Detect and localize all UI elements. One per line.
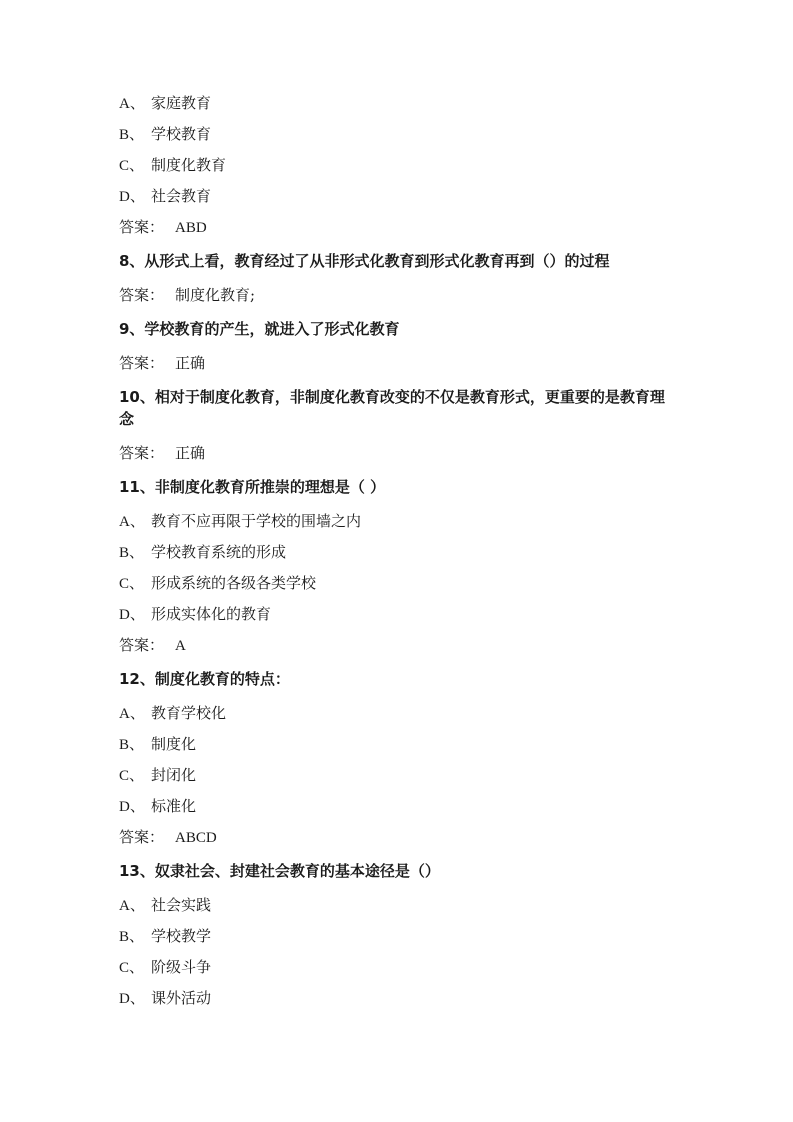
option-b: [119, 925, 679, 956]
option-b: [119, 733, 679, 764]
answer-line: [119, 284, 679, 318]
option-letter: D、: [119, 189, 145, 205]
answer-value: 正确: [175, 354, 206, 372]
question-block: [119, 386, 679, 476]
answer-value: ABD: [175, 220, 207, 236]
question-block: [119, 250, 679, 318]
answer-line: [119, 352, 679, 386]
answer-value: A: [175, 638, 186, 654]
option-letter: C、: [119, 158, 145, 174]
question-block: [119, 476, 679, 668]
answer-value: 正确: [175, 444, 206, 462]
question-text: 9、学校教育的产生，就进入了形式化教育: [119, 320, 400, 338]
option-d: [119, 603, 679, 634]
answer-label: 答案：: [119, 354, 165, 372]
option-text: 形成实体化的教育: [151, 605, 272, 623]
option-text: 教育不应再限于学校的围墙之内: [151, 512, 362, 530]
option-letter: A、: [119, 514, 145, 530]
option-c: [119, 154, 679, 185]
option-a: [119, 702, 679, 733]
option-text: 课外活动: [151, 989, 212, 1007]
option-text: 社会实践: [151, 896, 212, 914]
answer-line: [119, 216, 679, 250]
option-letter: B、: [119, 545, 145, 561]
option-letter: A、: [119, 96, 145, 112]
question-block: [119, 318, 679, 386]
option-text: 形成系统的各级各类学校: [151, 574, 317, 592]
option-a: [119, 510, 679, 541]
option-letter: A、: [119, 706, 145, 722]
option-text: 学校教育: [151, 125, 212, 143]
question-block: [119, 92, 679, 250]
answer-label: 答案：: [119, 636, 165, 654]
option-text: 封闭化: [151, 766, 197, 784]
option-letter: A、: [119, 898, 145, 914]
option-text: 家庭教育: [151, 94, 212, 112]
answer-value: ABCD: [175, 830, 217, 846]
option-letter: B、: [119, 737, 145, 753]
option-b: [119, 123, 679, 154]
option-text: 学校教学: [151, 927, 212, 945]
option-b: [119, 541, 679, 572]
option-text: 标准化: [151, 797, 197, 815]
answer-line: [119, 442, 679, 476]
answer-value: 制度化教育;: [175, 286, 256, 304]
answer-label: 答案：: [119, 218, 165, 236]
option-text: 制度化: [151, 735, 197, 753]
question-block: [119, 668, 679, 860]
option-d: [119, 987, 679, 1018]
answer-line: [119, 826, 679, 860]
answer-line: [119, 634, 679, 668]
option-text: 阶级斗争: [151, 958, 212, 976]
question-text: 13、奴隶社会、封建社会教育的基本途径是（）: [119, 862, 440, 880]
option-text: 学校教育系统的形成: [151, 543, 287, 561]
question-text: 8、从形式上看，教育经过了从非形式化教育到形式化教育再到（）的过程: [119, 252, 610, 270]
document-page: [119, 92, 679, 1018]
option-d: [119, 185, 679, 216]
option-text: 教育学校化: [151, 704, 227, 722]
option-a: [119, 894, 679, 925]
option-a: [119, 92, 679, 123]
question-text: 10、相对于制度化教育，非制度化教育改变的不仅是教育形式，更重要的是教育理念: [119, 388, 665, 428]
answer-label: 答案：: [119, 828, 165, 846]
option-letter: C、: [119, 960, 145, 976]
option-c: [119, 956, 679, 987]
option-letter: C、: [119, 768, 145, 784]
option-text: 社会教育: [151, 187, 212, 205]
question-text: 11、非制度化教育所推崇的理想是（ ）: [119, 478, 386, 496]
option-letter: C、: [119, 576, 145, 592]
option-d: [119, 795, 679, 826]
option-c: [119, 764, 679, 795]
answer-label: 答案：: [119, 444, 165, 462]
option-letter: D、: [119, 799, 145, 815]
answer-label: 答案：: [119, 286, 165, 304]
option-c: [119, 572, 679, 603]
option-letter: D、: [119, 991, 145, 1007]
option-text: 制度化教育: [151, 156, 227, 174]
question-text: 12、制度化教育的特点：: [119, 670, 290, 688]
option-letter: D、: [119, 607, 145, 623]
question-block: [119, 860, 679, 1018]
option-letter: B、: [119, 929, 145, 945]
option-letter: B、: [119, 127, 145, 143]
